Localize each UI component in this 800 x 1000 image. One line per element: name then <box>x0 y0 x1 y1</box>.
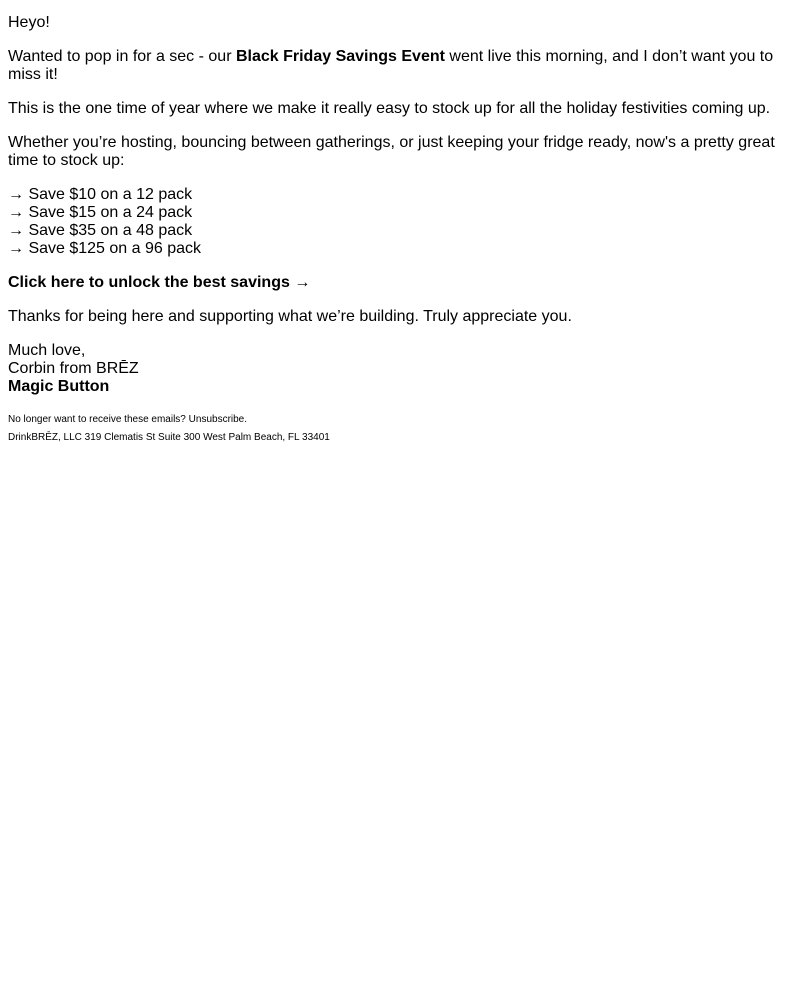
event-highlight: Black Friday Savings Event <box>235 48 445 65</box>
offer-item-48-pack: → Save $35 on a 48 pack <box>8 222 193 239</box>
cta-paragraph <box>8 274 784 292</box>
offers-list <box>8 186 784 258</box>
magic-button[interactable]: Magic Button <box>8 378 110 395</box>
signoff-name: Corbin from BRĒZ <box>8 360 139 377</box>
thanks-paragraph: Thanks for being here and supporting what we’re building. Truly appreciate you. <box>8 308 572 325</box>
stock-up-paragraph: Whether you’re hosting, bouncing between gatherings, or just keeping your fridge ready, now's a pretty great time to stock up: <box>8 134 775 169</box>
offer-item-12-pack: → Save $10 on a 12 pack <box>8 186 193 203</box>
greeting: Heyo! <box>8 14 50 31</box>
company-address: DrinkBRĒZ, LLC 319 Clematis St Suite 300 West Palm Beach, FL 33401 <box>8 432 330 443</box>
signoff-closing: Much love, <box>8 342 86 359</box>
arrow-right-icon: → <box>294 274 311 291</box>
intro-paragraph <box>8 48 784 84</box>
offer-item-96-pack: → Save $125 on a 96 pack <box>8 240 202 257</box>
intro-text-before: Wanted to pop in for a sec - our <box>8 48 236 65</box>
unsubscribe-period: . <box>244 414 248 425</box>
unsubscribe-line <box>8 414 784 426</box>
unlock-savings-label: Click here to unlock the best savings <box>8 274 290 291</box>
signature <box>8 342 784 396</box>
offer-item-24-pack: → Save $15 on a 24 pack <box>8 204 193 221</box>
email-footer <box>8 414 784 444</box>
email-body <box>8 14 784 450</box>
holiday-paragraph: This is the one time of year where we make it really easy to stock up for all the holiday festivities coming up. <box>8 100 771 117</box>
unsubscribe-link[interactable]: Unsubscribe <box>188 414 245 425</box>
unlock-savings-link[interactable] <box>8 274 310 291</box>
unsubscribe-prompt: No longer want to receive these emails? <box>8 414 189 425</box>
intro-text-after: went live this morning, and I don’t want you to miss it! <box>8 48 774 83</box>
